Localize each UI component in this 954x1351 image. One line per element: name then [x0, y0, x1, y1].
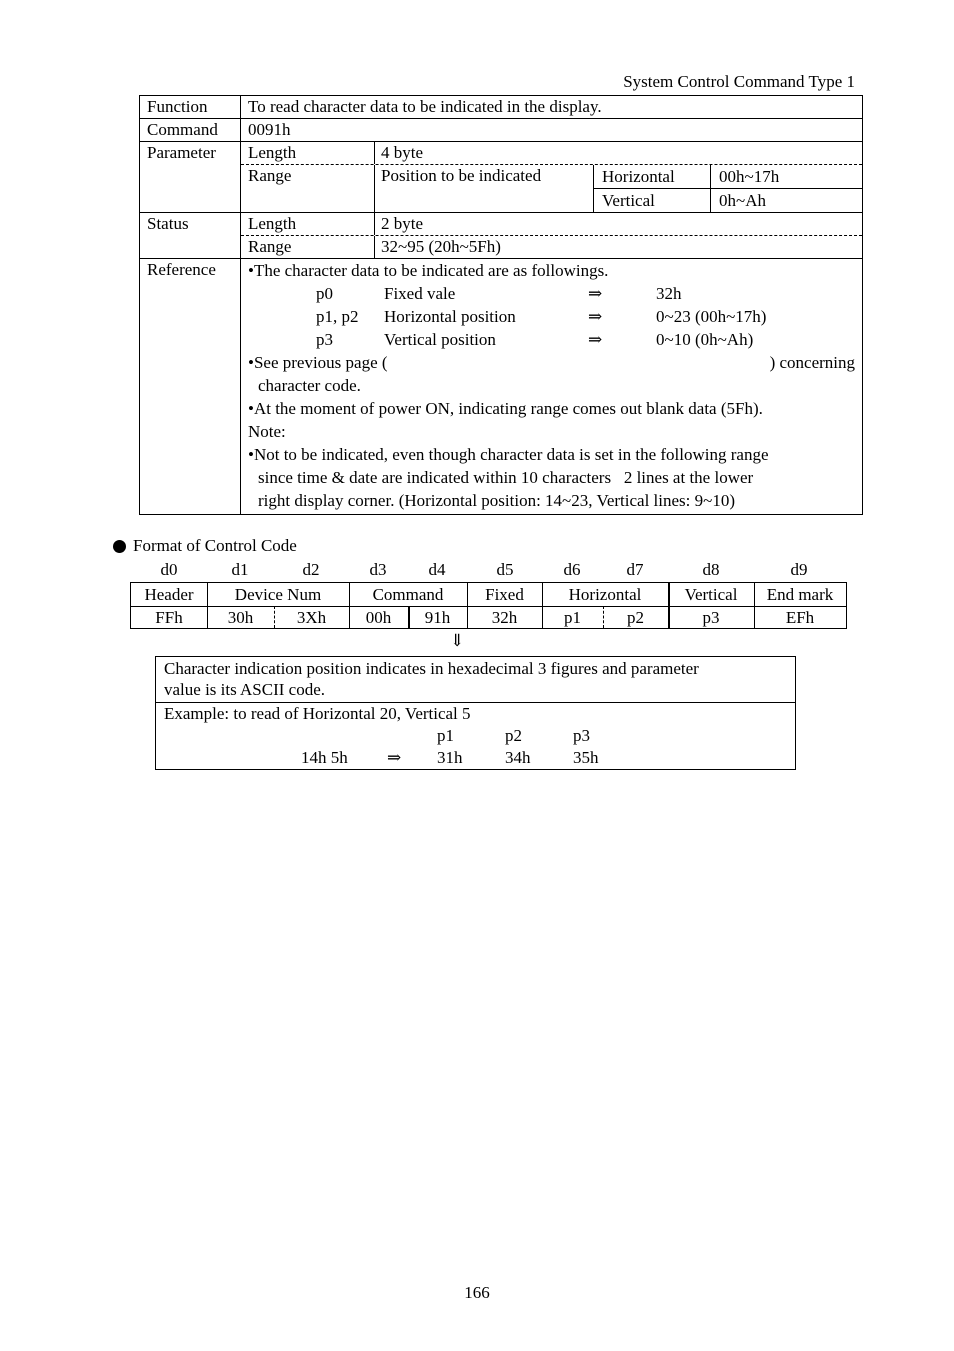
ref-param-p: p3 — [316, 330, 333, 349]
d-label: d0 — [160, 560, 178, 579]
status-range-label: Range — [241, 236, 375, 258]
parameter-label: Parameter — [140, 142, 241, 212]
example-output: 31h — [437, 748, 463, 767]
spec-table — [139, 95, 863, 515]
vertical-label: Vertical — [594, 189, 711, 212]
value-cell: 91h — [424, 608, 451, 627]
example-p-label: p3 — [573, 726, 590, 745]
ref-param-desc: Vertical position — [384, 330, 496, 349]
ref-param-desc: Horizontal position — [384, 307, 516, 326]
ref-param-desc: Fixed vale — [384, 284, 456, 303]
d-label: d9 — [790, 560, 808, 579]
group-vertical: Vertical — [684, 585, 738, 604]
parameter-row — [140, 141, 862, 212]
ref-param-p: p1, p2 — [316, 307, 359, 326]
example-desc-line2: value is its ASCII code. — [164, 680, 326, 699]
value-cell: p2 — [627, 608, 644, 627]
status-sub — [241, 213, 862, 258]
group-device-num: Device Num — [234, 585, 322, 604]
d-label: d7 — [626, 560, 644, 579]
format-heading-text: Format of Control Code — [133, 536, 297, 555]
value-cell: 00h — [365, 608, 392, 627]
d-label: d2 — [302, 560, 320, 579]
function-row — [140, 96, 862, 118]
reference-label: Reference — [140, 259, 241, 514]
param-range-row — [241, 164, 862, 212]
example-desc-line1: Character indication position indicates in hexadecimal 3 figures and parameter — [164, 659, 699, 678]
param-length-row — [241, 142, 862, 164]
format-table — [130, 582, 847, 629]
command-value: 0091h — [248, 120, 291, 139]
ref-param-arrow: ⇒ — [588, 307, 603, 326]
down-arrow-icon: ⇓ — [450, 631, 465, 650]
example-input: 14h 5h — [301, 748, 348, 767]
ref-param-table — [248, 282, 855, 351]
ref-see-cont: character code. — [258, 376, 361, 395]
d-label: d5 — [496, 560, 514, 579]
group-end-mark: End mark — [766, 585, 834, 604]
function-label: Function — [140, 96, 241, 118]
param-range-content — [375, 165, 862, 212]
bullet-icon — [113, 540, 126, 553]
ref-see-right: ) concerning — [769, 353, 855, 372]
example-arrow-icon: ⇒ — [387, 748, 402, 767]
status-label: Status — [140, 213, 241, 258]
reference-content — [241, 259, 862, 514]
group-header: Header — [144, 585, 194, 604]
example-title: Example: to read of Horizontal 20, Vertical 5 — [164, 704, 471, 723]
param-length-value: 4 byte — [381, 143, 424, 162]
ref-param-arrow: ⇒ — [588, 330, 603, 349]
ref-see-line — [248, 351, 855, 374]
ref-param-p: p0 — [316, 284, 333, 303]
ref-not2: since time & date are indicated within 10 characters 2 lines at the lower — [258, 468, 754, 487]
param-range-desc: Position to be indicated — [375, 165, 594, 212]
value-cell: p3 — [702, 608, 720, 627]
value-cell: 30h — [227, 608, 254, 627]
example-p-label: p2 — [505, 726, 522, 745]
value-cell: 32h — [491, 608, 518, 627]
header-title: System Control Command Type 1 — [623, 72, 855, 91]
example-output: 35h — [573, 748, 599, 767]
ref-see-left: •See previous page ( — [248, 353, 388, 372]
ref-param-val: 0~23 (00h~17h) — [656, 307, 767, 326]
horizontal-row — [594, 165, 862, 189]
ref-not3: right display corner. (Horizontal position: 14~23, Vertical lines: 9~10) — [258, 491, 735, 510]
ref-power: •At the moment of power ON, indicating range comes out blank data (5Fh). — [248, 399, 763, 418]
ref-param-val: 0~10 (0h~Ah) — [656, 330, 754, 349]
status-range-row — [241, 235, 862, 258]
d-label: d6 — [563, 560, 581, 579]
d-label: d1 — [231, 560, 249, 579]
page-number: 166 — [464, 1283, 490, 1302]
function-value: To read character data to be indicated in the display. — [248, 97, 602, 116]
ref-not1: •Not to be indicated, even though character data is set in the following range — [248, 445, 769, 464]
parameter-sub — [241, 142, 862, 212]
ref-intro: •The character data to be indicated are as followings. — [248, 261, 609, 280]
reference-row — [140, 258, 862, 514]
example-description — [156, 657, 795, 703]
group-command: Command — [372, 585, 444, 604]
vertical-value: 0h~Ah — [719, 191, 766, 210]
value-cell: EFh — [785, 608, 815, 627]
example-p-label: p1 — [437, 726, 454, 745]
param-range-label: Range — [241, 165, 375, 212]
ref-param-arrow: ⇒ — [588, 284, 603, 303]
ref-param-val: 32h — [656, 284, 682, 303]
ref-note: Note: — [248, 422, 286, 441]
value-cell: FFh — [155, 608, 183, 627]
status-length-row — [241, 213, 862, 235]
horizontal-value: 00h~17h — [719, 167, 780, 186]
status-row — [140, 212, 862, 258]
status-range-value: 32~95 (20h~5Fh) — [381, 237, 501, 256]
value-cell: 3Xh — [296, 608, 327, 627]
group-horizontal: Horizontal — [568, 585, 642, 604]
vertical-row — [594, 189, 862, 212]
status-length-value: 2 byte — [381, 214, 424, 233]
example-box — [155, 656, 796, 770]
d-label: d8 — [702, 560, 720, 579]
value-cell: p1 — [564, 608, 581, 627]
horizontal-label: Horizontal — [594, 165, 711, 188]
d-label: d4 — [428, 560, 446, 579]
status-length-label: Length — [241, 213, 375, 235]
example-output: 34h — [505, 748, 531, 767]
param-length-label: Length — [241, 142, 375, 164]
example-body — [156, 703, 795, 769]
command-label: Command — [140, 119, 241, 141]
d-label: d3 — [369, 560, 387, 579]
format-heading — [113, 535, 297, 557]
command-row — [140, 118, 862, 141]
hv-table — [594, 165, 862, 212]
group-fixed: Fixed — [485, 585, 524, 604]
